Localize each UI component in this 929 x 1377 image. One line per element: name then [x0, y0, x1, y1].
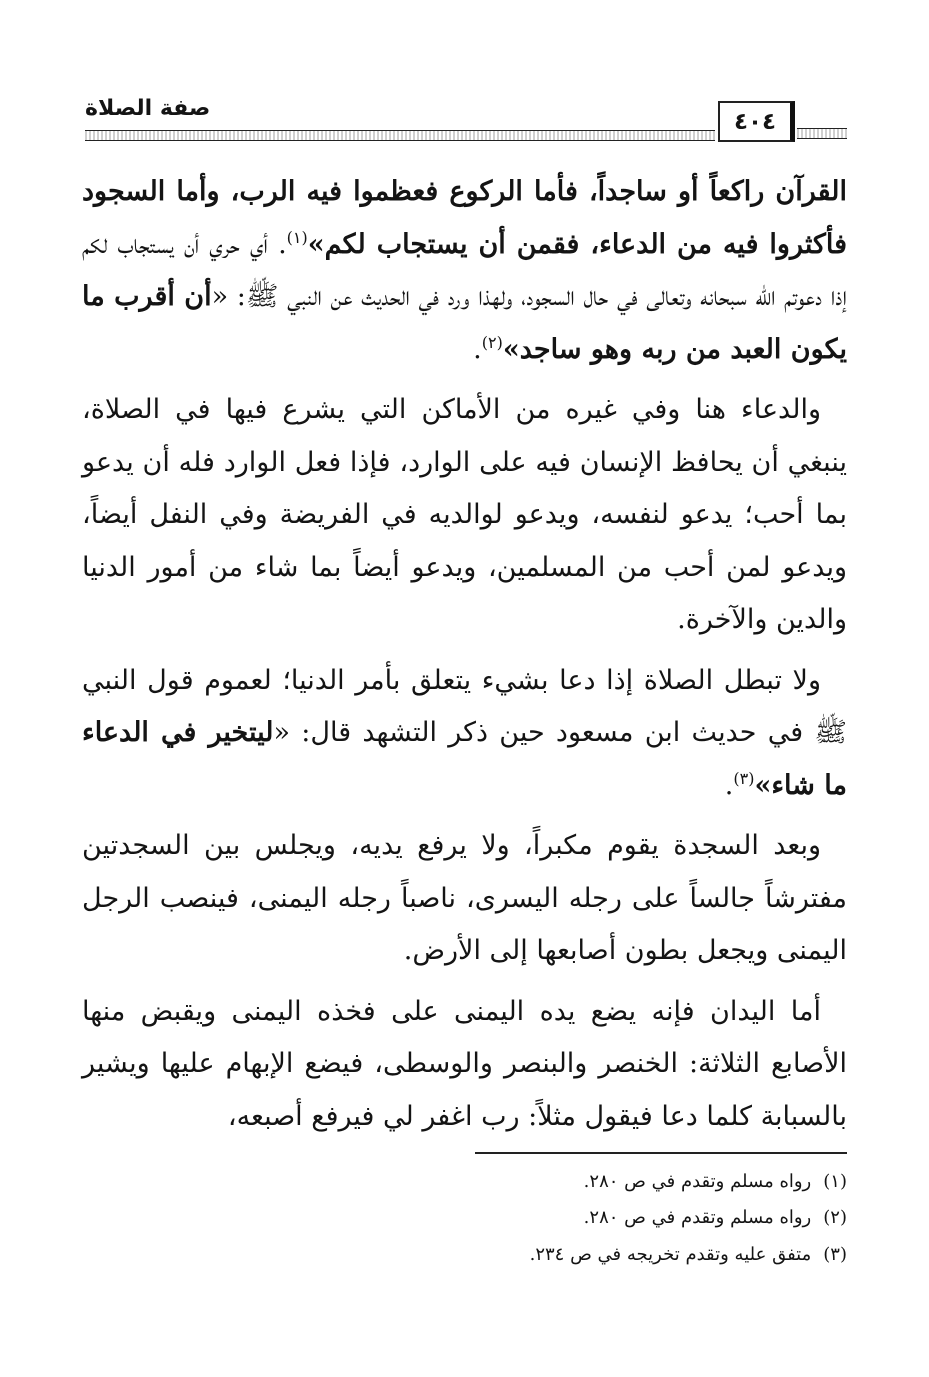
footnote-ref[interactable]: (٣) [733, 768, 755, 788]
paragraph-text: . [473, 333, 482, 365]
quote-mark: » [502, 333, 520, 365]
footnote-number: (١) [823, 1171, 847, 1192]
footnote [82, 1199, 847, 1236]
hadith-text: أن أقرب ما يكون العبد من ربه وهو ساجد [82, 281, 847, 365]
header-ornament-band [85, 130, 715, 141]
paragraph [82, 384, 847, 647]
footnote-text: رواه مسلم وتقدم في ص ٢٨٠. [583, 1207, 812, 1228]
footnote [82, 1236, 847, 1273]
book-title: صفة الصلاة [85, 96, 211, 121]
body-text [82, 166, 847, 1143]
footnote-ref[interactable]: (٢) [481, 332, 503, 352]
paragraph [82, 655, 847, 813]
footnotes [82, 1165, 847, 1273]
paragraph-text: . [724, 769, 734, 801]
footnote-ref[interactable]: (١) [286, 227, 308, 247]
header-ornament-tail [797, 128, 847, 139]
paragraph-text: وبعد السجدة يقوم مكبراً، ولا يرفع يديه، ويجلس بين السجدتين مفترشاً جالساً على رجله اليسرى، ناصباً رجله اليمنى، فينصب الرجل اليمنى ويجعل بطون أصابعها إلى الأرض. [82, 830, 847, 966]
paragraph [82, 166, 847, 376]
footnote-separator [475, 1152, 847, 1154]
page-number: ٤٠٤ [718, 101, 795, 142]
footnote-number: (٢) [823, 1207, 847, 1228]
paragraph-text: ولا تبطل الصلاة إذا دعا بشيء يتعلق بأمر الدنيا؛ لعموم قول النبي ﷺ في حديث ابن مسعود حين ذكر التشهد قال: « [82, 664, 847, 748]
paragraph-text: . أي حري أن يستجاب لكم إذا دعوتم الله سبحانه وتعالى في حال السجود، ولهذا ورد في الحديث عن النبي ﷺ: « [82, 228, 847, 312]
hadith-text: القرآن راكعاً أو ساجداً، فأما الركوع فعظموا فيه الرب، وأما السجود فأكثروا فيه من الدعاء، فقمن أن يستجاب لكم» [82, 176, 848, 260]
quote-mark: » [754, 769, 772, 801]
paragraph-text: والدعاء هنا وفي غيره من الأماكن التي يشرع فيها في الصلاة، ينبغي أن يحافظ الإنسان فيه على الوارد، فإذا فعل الوارد فله أن يدعو بما أحب؛ يدعو لنفسه، ويدعو لوالديه في الفريضة وفي النفل أيضاً، ويدعو لمن أحب من المسلمين، ويدعو أيضاً بما شاء من أمور الدنيا والدين والآخرة. [82, 394, 847, 635]
hadith-text: ليتخير في الدعاء ما شاء [82, 717, 847, 801]
running-header [85, 84, 849, 146]
footnote [82, 1165, 847, 1199]
footnote-text: رواه مسلم وتقدم في ص ٢٨٠. [583, 1171, 812, 1192]
paragraph [82, 820, 847, 978]
footnote-text: متفق عليه وتقدم تخريجه في ص ٢٣٤. [529, 1244, 812, 1265]
paragraph-text: أما اليدان فإنه يضع يده اليمنى على فخذه اليمنى ويقبض منها الأصابع الثلاثة: الخنصر والبنصر والوسطى، فيضع الإبهام عليها ويشير بالسبابة كلما دعا فيقول مثلاً: رب اغفر لي فيرفع أصبعه، [82, 995, 847, 1132]
paragraph [82, 986, 847, 1144]
footnote-number: (٣) [823, 1244, 847, 1265]
